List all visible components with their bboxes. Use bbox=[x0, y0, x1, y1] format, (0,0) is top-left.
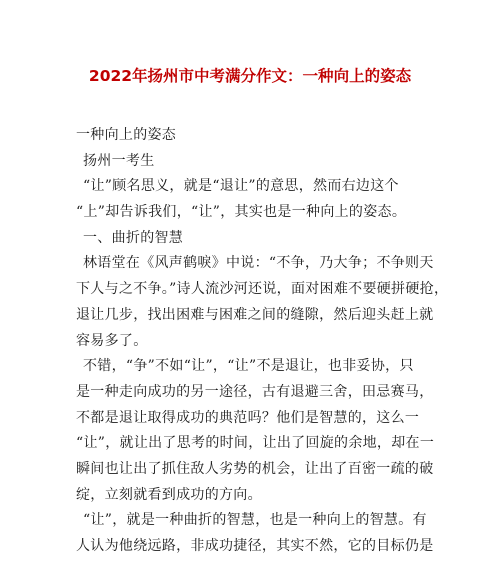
text-line: 退让几步，找出困难与困难之间的缝隙，然后迎头赶上就 bbox=[76, 306, 434, 323]
text-line: “让”顾名思义，就是“退让”的意思，然而右边这个 bbox=[83, 178, 399, 195]
text-line: 不都是退让取得成功的典范吗？他们是智慧的，这么一 bbox=[76, 409, 420, 426]
text-line: 是一种走向成功的另一途径，古有退避三舍，田忌赛马， bbox=[76, 383, 434, 400]
text-line: “上”却告诉我们，“让”，其实也是一种向上的姿态。 bbox=[76, 204, 407, 221]
text-line: 绽，立刻就看到成功的方向。 bbox=[76, 486, 262, 503]
text-line: 瞬间也让出了抓住敌人劣势的机会，让出了百密一疏的破 bbox=[76, 460, 434, 477]
text-line: 人认为他绕远路，非成功捷径，其实不然，它的目标仍是 bbox=[76, 538, 434, 554]
text-line: 扬州一考生 bbox=[83, 152, 155, 169]
text-line: “让”，就让出了思考的时间，让出了回旋的余地，却在一 bbox=[76, 435, 435, 452]
text-line: 容易多了。 bbox=[76, 332, 148, 349]
text-line: 不错，“争”不如“让”，“让”不是退让，也非妥协，只 bbox=[83, 358, 414, 375]
document-title: 2022年扬州市中考满分作文：一种向上的姿态 bbox=[88, 67, 412, 85]
text-line: 一、曲折的智慧 bbox=[83, 229, 184, 246]
document-body bbox=[76, 124, 449, 561]
text-line: 一种向上的姿态 bbox=[76, 127, 177, 143]
text-line: 下人与之不争。”诗人流沙河还说，面对困难不要硬拼硬抢， bbox=[76, 281, 449, 298]
text-line: 林语堂在《风声鹤唳》中说：“不争，乃大争；不争则天 bbox=[83, 255, 434, 272]
text-line: “让”，就是一种曲折的智慧，也是一种向上的智慧。有 bbox=[83, 512, 427, 529]
